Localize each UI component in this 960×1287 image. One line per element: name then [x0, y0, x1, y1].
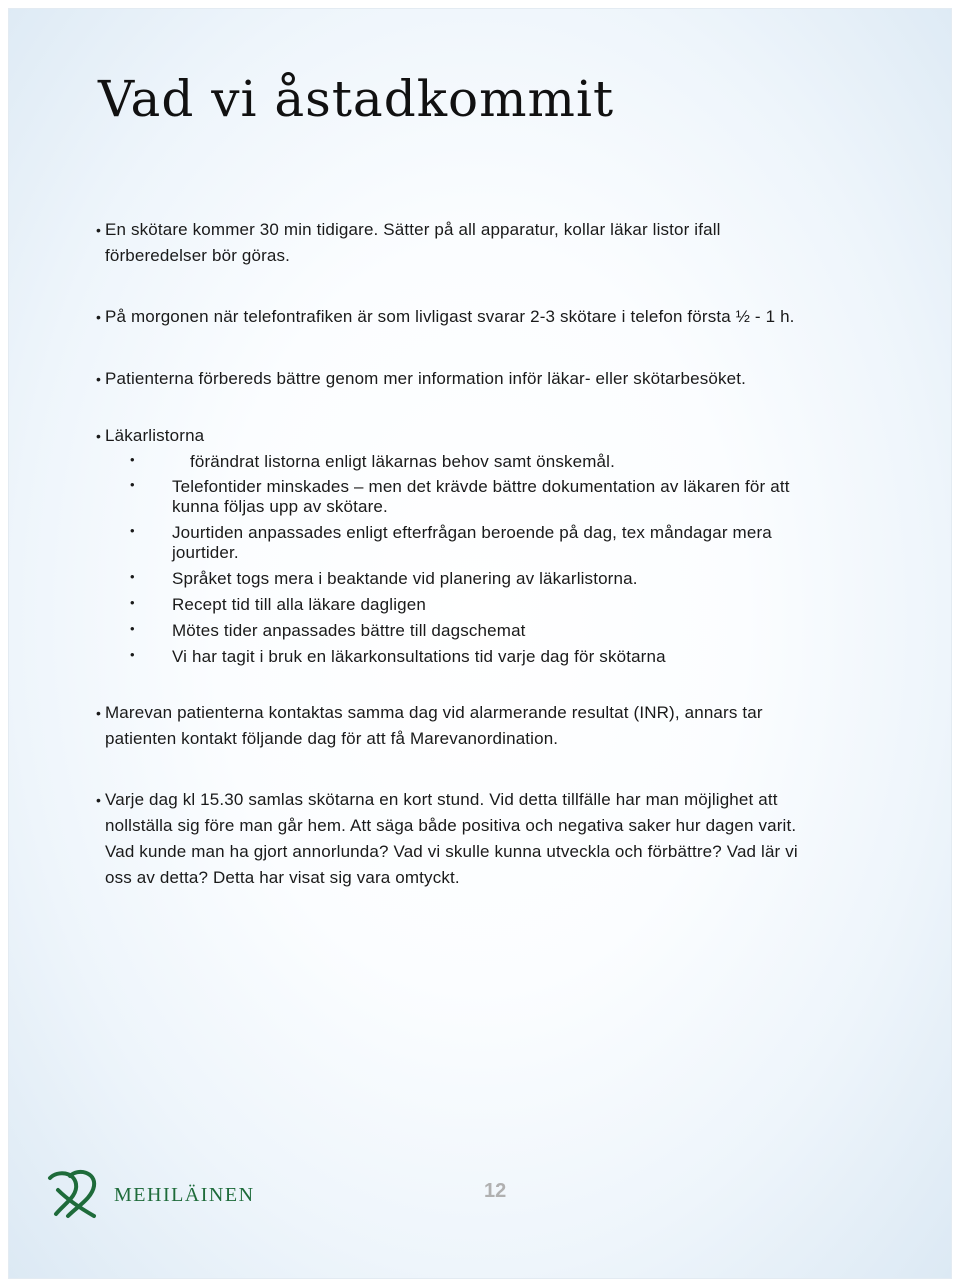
sub-bullet-1: förändrat listorna enligt läkarnas behov samt önskemål.	[190, 452, 615, 471]
sub-bullet-dot: •	[130, 621, 135, 636]
bullet-1-line-2: förberedelser bör göras.	[105, 246, 291, 265]
bullet-6-line-3: Vad kunde man ha gjort annorlunda? Vad vi skulle kunna utveckla och förbättre? Vad lär vi	[105, 842, 798, 861]
bullet-1-line-1: • En skötare kommer 30 min tidigare. Sätter på all apparatur, kollar läkar listor ifall	[105, 217, 721, 243]
page-number: 12	[484, 1180, 507, 1202]
bullet-6-line-4: oss av detta? Detta har visat sig vara omtyckt.	[105, 868, 460, 887]
sub-bullet-6: Mötes tider anpassades bättre till dagschemat	[172, 621, 526, 640]
bullet-4: • Läkarlistorna	[105, 423, 204, 449]
sub-bullet-dot: •	[130, 452, 135, 467]
bullet-5-line-2: patienten kontakt följande dag för att få Marevanordination.	[105, 729, 559, 748]
sub-bullet-7: Vi har tagit i bruk en läkarkonsultations tid varje dag för skötarna	[172, 647, 666, 666]
sub-bullet-dot: •	[130, 595, 135, 610]
mehilainen-logo	[44, 1168, 294, 1220]
heart-emblem-icon	[50, 1172, 94, 1216]
bullet-5-line-1: • Marevan patienterna kontaktas samma dag vid alarmerande resultat (INR), annars tar	[105, 700, 763, 726]
sub-bullet-dot: •	[130, 523, 135, 538]
logo-text: MEHILÄINEN	[114, 1184, 255, 1206]
bullet-6-line-1: • Varje dag kl 15.30 samlas skötarna en kort stund. Vid detta tillfälle har man möjlighet att	[105, 787, 778, 813]
bullet-2: • På morgonen när telefontrafiken är som livligast svarar 2-3 skötare i telefon första ½ - 1 h.	[105, 304, 795, 330]
sub-bullet-dot: •	[130, 647, 135, 662]
bullet-6-line-2: nollställa sig före man går hem. Att säga både positiva och negativa saker hur dagen varit.	[105, 816, 797, 835]
slide-title: Vad vi åstadkommit	[98, 70, 615, 128]
sub-bullet-5: Recept tid till alla läkare dagligen	[172, 595, 426, 614]
sub-bullet-2-line-1: Telefontider minskades – men det krävde bättre dokumentation av läkaren för att	[172, 477, 790, 496]
sub-bullet-3-line-2: jourtider.	[172, 543, 239, 562]
sub-bullet-3-line-1: Jourtiden anpassades enligt efterfrågan beroende på dag, tex måndagar mera	[172, 523, 772, 542]
bullet-3: • Patienterna förbereds bättre genom mer information inför läkar- eller skötarbesöket.	[105, 366, 746, 392]
sub-bullet-4: Språket togs mera i beaktande vid planering av läkarlistorna.	[172, 569, 638, 588]
sub-bullet-2-line-2: kunna följas upp av skötare.	[172, 497, 388, 516]
sub-bullet-dot: •	[130, 569, 135, 584]
sub-bullet-dot: •	[130, 477, 135, 492]
